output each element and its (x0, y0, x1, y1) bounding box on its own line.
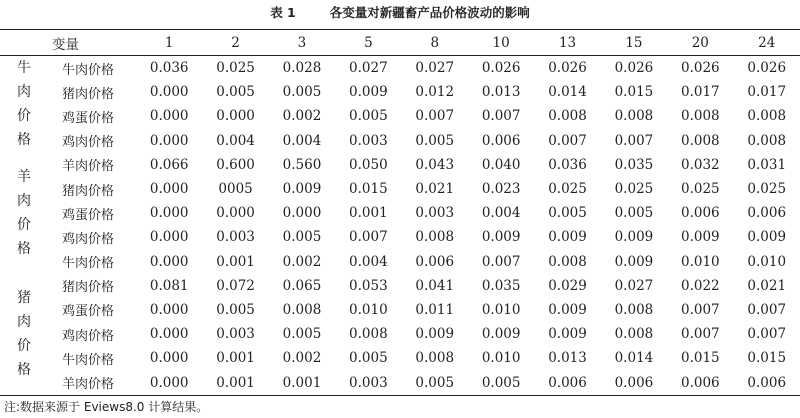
value-cell: 0.008 (747, 108, 787, 125)
value-cell: 0.006 (548, 374, 587, 391)
table-row (0, 370, 800, 395)
table-row (0, 56, 800, 81)
value-cell: 0.002 (282, 253, 322, 270)
group-label (0, 56, 48, 153)
value-cell: 0.000 (149, 374, 189, 391)
variable-cell: 猪肉价格 (62, 183, 115, 199)
value-cell: 0.017 (747, 84, 787, 101)
header-group-cell (0, 30, 48, 56)
value-cell: 0.009 (282, 181, 322, 198)
value-cell: 0.008 (614, 326, 654, 343)
value-cell: 0.005 (282, 326, 322, 343)
value-cell: 0.005 (349, 350, 388, 367)
variable-cell: 猪肉价格 (62, 86, 115, 102)
value-cell: 0.009 (481, 229, 521, 246)
value-cell: 0.040 (481, 156, 521, 173)
group-label-char: 格 (17, 241, 31, 258)
variable-cell: 牛肉价格 (62, 62, 115, 78)
value-cell: 0.027 (614, 277, 654, 294)
value-cell: 0.065 (282, 277, 322, 294)
value-cell: 0.010 (481, 301, 521, 318)
table-row (0, 104, 800, 128)
value-cell: 0.026 (614, 60, 654, 77)
value-cell: 0.050 (349, 156, 388, 173)
value-cell: 0.008 (349, 326, 388, 343)
value-cell: 0.025 (216, 60, 255, 77)
value-cell: 0.007 (747, 301, 787, 318)
header-period: 13 (558, 34, 577, 51)
variable-cell: 鸡蛋价格 (62, 304, 115, 320)
value-cell: 0.009 (747, 229, 787, 246)
value-cell: 0.000 (216, 205, 255, 222)
value-cell: 0.006 (415, 253, 455, 270)
variable-cell: 鸡肉价格 (62, 231, 115, 247)
value-cell: 0.027 (415, 60, 455, 77)
value-cell: 0.026 (548, 60, 587, 77)
variable-cell: 鸡肉价格 (62, 135, 115, 151)
value-cell: 0.000 (149, 205, 189, 222)
value-cell: 0.035 (481, 277, 521, 294)
value-cell: 0.025 (548, 181, 587, 198)
header-period: 10 (492, 34, 510, 51)
value-cell: 0005 (218, 181, 253, 198)
value-cell: 0.000 (149, 301, 189, 318)
variance-decomposition-table (0, 29, 800, 396)
variable-cell: 牛肉价格 (62, 352, 115, 368)
value-cell: 0.560 (282, 156, 322, 173)
value-cell: 0.007 (614, 132, 654, 149)
value-cell: 0.009 (614, 229, 654, 246)
header-period: 20 (691, 34, 709, 51)
value-cell: 0.007 (548, 132, 587, 149)
header-period: 8 (430, 34, 440, 51)
value-cell: 0.008 (614, 301, 654, 318)
value-cell: 0.009 (548, 326, 587, 343)
value-cell: 0.035 (614, 156, 654, 173)
header-period: 2 (231, 34, 240, 51)
variable-cell: 鸡蛋价格 (62, 207, 115, 223)
table-row (0, 298, 800, 322)
value-cell: 0.006 (680, 374, 720, 391)
value-cell: 0.029 (548, 277, 587, 294)
value-cell: 0.006 (614, 374, 654, 391)
variable-cell: 鸡蛋价格 (62, 110, 115, 126)
value-cell: 0.009 (548, 301, 587, 318)
value-cell: 0.009 (614, 253, 654, 270)
group-label-char: 肉 (17, 84, 31, 101)
variable-cell: 羊肉价格 (62, 377, 115, 393)
table-title (0, 3, 800, 21)
value-cell: 0.000 (149, 132, 189, 149)
header-row (0, 30, 800, 56)
value-cell: 0.006 (747, 374, 787, 391)
value-cell: 0.005 (282, 84, 322, 101)
value-cell: 0.009 (548, 229, 587, 246)
value-cell: 0.003 (415, 205, 455, 222)
value-cell: 0.081 (149, 277, 189, 294)
value-cell: 0.021 (747, 277, 787, 294)
value-cell: 0.003 (216, 229, 255, 246)
value-cell: 0.012 (415, 84, 455, 101)
value-cell: 0.022 (680, 277, 720, 294)
table-row (0, 153, 800, 177)
value-cell: 0.007 (680, 301, 720, 318)
value-cell: 0.032 (680, 156, 720, 173)
value-cell: 0.041 (415, 277, 455, 294)
table-row (0, 322, 800, 346)
value-cell: 0.008 (415, 229, 455, 246)
value-cell: 0.007 (415, 108, 455, 125)
table-row (0, 346, 800, 370)
value-cell: 0.001 (349, 205, 388, 222)
value-cell: 0.004 (349, 253, 388, 270)
value-cell: 0.000 (149, 253, 189, 270)
value-cell: 0.006 (680, 205, 720, 222)
value-cell: 0.003 (349, 374, 388, 391)
value-cell: 0.005 (216, 301, 255, 318)
value-cell: 0.000 (149, 350, 189, 367)
value-cell: 0.004 (481, 205, 521, 222)
value-cell: 0.005 (216, 84, 255, 101)
value-cell: 0.007 (747, 326, 787, 343)
value-cell: 0.010 (349, 301, 388, 318)
table-body (0, 56, 800, 396)
value-cell: 0.007 (481, 108, 521, 125)
table-row (0, 225, 800, 249)
value-cell: 0.010 (481, 350, 521, 367)
variable-cell: 鸡肉价格 (62, 328, 115, 344)
value-cell: 0.066 (149, 156, 189, 173)
value-cell: 0.000 (149, 84, 189, 101)
value-cell: 0.036 (548, 156, 587, 173)
value-cell: 0.000 (149, 229, 189, 246)
value-cell: 0.000 (282, 205, 322, 222)
group-label-char: 猪 (17, 290, 31, 307)
value-cell: 0.008 (747, 132, 787, 149)
value-cell: 0.007 (481, 253, 521, 270)
value-cell: 0.028 (282, 60, 322, 77)
table-row (0, 201, 800, 225)
value-cell: 0.005 (548, 205, 587, 222)
value-cell: 0.002 (282, 108, 322, 125)
table-row (0, 129, 800, 153)
value-cell: 0.005 (415, 132, 455, 149)
value-cell: 0.005 (282, 229, 322, 246)
value-cell: 0.004 (216, 132, 255, 149)
value-cell: 0.006 (747, 205, 787, 222)
value-cell: 0.007 (680, 326, 720, 343)
value-cell: 0.000 (149, 108, 189, 125)
group-label-char: 肉 (17, 193, 31, 210)
table-label: 表 1 (270, 5, 296, 20)
group-label-char: 价 (17, 217, 31, 234)
value-cell: 0.021 (415, 181, 455, 198)
value-cell: 0.026 (747, 60, 787, 77)
value-cell: 0.015 (680, 350, 720, 367)
value-cell: 0.003 (216, 326, 255, 343)
variable-cell: 猪肉价格 (62, 280, 115, 296)
value-cell: 0.015 (614, 84, 654, 101)
value-cell: 0.015 (349, 181, 388, 198)
group-label (0, 153, 48, 274)
value-cell: 0.013 (548, 350, 587, 367)
value-cell: 0.000 (149, 181, 189, 198)
value-cell: 0.000 (149, 326, 189, 343)
value-cell: 0.008 (680, 108, 720, 125)
value-cell: 0.031 (747, 156, 787, 173)
value-cell: 0.010 (680, 253, 720, 270)
header-variable: 变量 (52, 36, 79, 53)
value-cell: 0.023 (481, 181, 521, 198)
value-cell: 0.600 (216, 156, 255, 173)
value-cell: 0.001 (282, 374, 322, 391)
group-label-char: 价 (17, 338, 31, 355)
value-cell: 0.004 (282, 132, 322, 149)
value-cell: 0.001 (216, 374, 255, 391)
value-cell: 0.015 (747, 350, 787, 367)
value-cell: 0.026 (680, 60, 720, 77)
value-cell: 0.008 (614, 108, 654, 125)
group-label-char: 羊 (17, 169, 31, 186)
value-cell: 0.009 (349, 84, 388, 101)
header-period: 5 (364, 34, 373, 51)
value-cell: 0.027 (349, 60, 388, 77)
header-period: 1 (164, 34, 174, 51)
value-cell: 0.025 (680, 181, 720, 198)
value-cell: 0.006 (481, 132, 521, 149)
header-period: 15 (625, 34, 643, 51)
value-cell: 0.011 (415, 301, 455, 318)
value-cell: 0.008 (282, 301, 322, 318)
value-cell: 0.005 (614, 205, 654, 222)
value-cell: 0.013 (481, 84, 521, 101)
group-label-char: 格 (17, 132, 31, 149)
value-cell: 0.001 (216, 253, 255, 270)
table-row (0, 177, 800, 201)
value-cell: 0.010 (747, 253, 787, 270)
value-cell: 0.026 (481, 60, 521, 77)
table-caption: 各变量对新疆畜产品价格波动的影响 (329, 5, 530, 20)
value-cell: 0.002 (282, 350, 322, 367)
value-cell: 0.003 (349, 132, 388, 149)
value-cell: 0.008 (680, 132, 720, 149)
value-cell: 0.008 (415, 350, 455, 367)
header-period: 3 (297, 34, 307, 51)
table-row (0, 274, 800, 298)
value-cell: 0.008 (548, 108, 587, 125)
value-cell: 0.008 (548, 253, 587, 270)
value-cell: 0.005 (415, 374, 455, 391)
table-row (0, 80, 800, 104)
table-row (0, 250, 800, 274)
value-cell: 0.036 (149, 60, 189, 77)
group-label-char: 肉 (17, 314, 31, 331)
value-cell: 0.005 (481, 374, 521, 391)
value-cell: 0.009 (415, 326, 455, 343)
value-cell: 0.014 (614, 350, 654, 367)
value-cell: 0.009 (680, 229, 720, 246)
group-label-char: 价 (17, 108, 31, 125)
value-cell: 0.043 (415, 156, 455, 173)
group-label-char: 牛 (17, 60, 31, 77)
source-note: 注:数据来源于 Eviews8.0 计算结果。 (4, 400, 209, 414)
value-cell: 0.072 (216, 277, 255, 294)
value-cell: 0.053 (349, 277, 388, 294)
variable-cell: 牛肉价格 (62, 256, 115, 272)
value-cell: 0.000 (216, 108, 255, 125)
header-period: 24 (758, 34, 776, 51)
variable-cell: 羊肉价格 (62, 159, 115, 175)
value-cell: 0.014 (548, 84, 587, 101)
value-cell: 0.009 (481, 326, 521, 343)
value-cell: 0.007 (349, 229, 388, 246)
value-cell: 0.025 (614, 181, 654, 198)
value-cell: 0.005 (349, 108, 388, 125)
value-cell: 0.025 (747, 181, 787, 198)
value-cell: 0.001 (216, 350, 255, 367)
value-cell: 0.017 (680, 84, 720, 101)
group-label-char: 格 (17, 362, 31, 379)
group-label (0, 274, 48, 395)
